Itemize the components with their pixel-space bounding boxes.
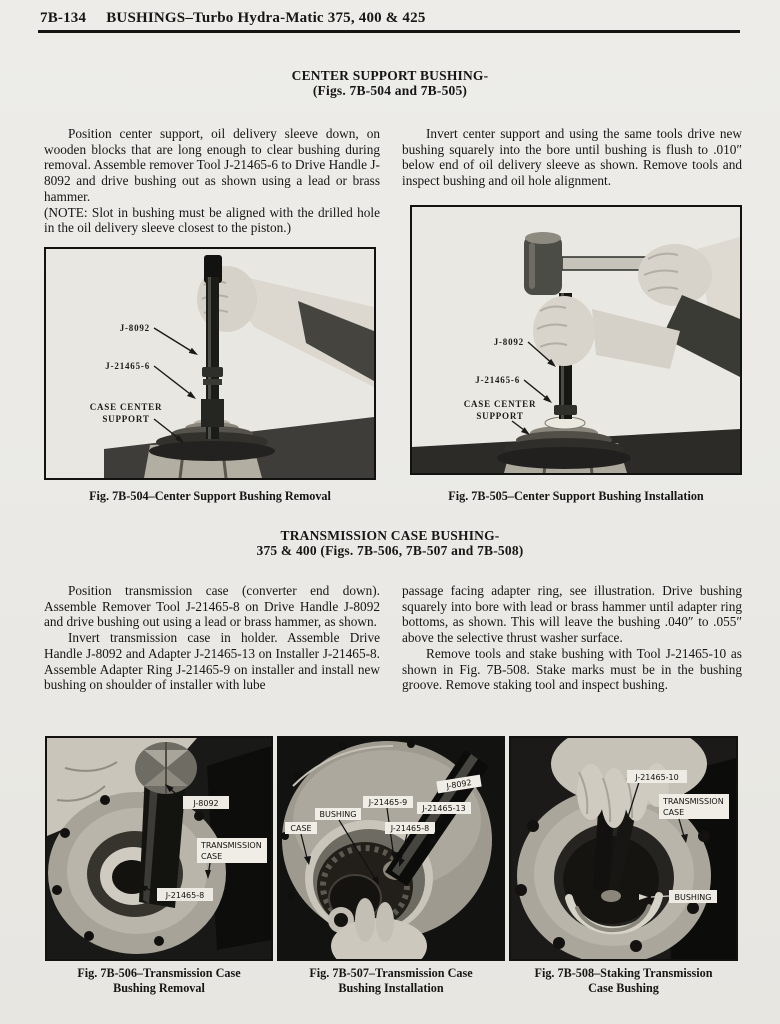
section1-right-column [402,126,742,189]
page-title: BUSHINGS–Turbo Hydra-Matic 375, 400 & 425 [106,10,426,26]
caption-line: Fig. 7B-506–Transmission Case [77,966,241,980]
page-number: 7B-134 [40,10,87,26]
section2-title: TRANSMISSION CASE BUSHING- [280,528,500,543]
section1-subtitle: (Figs. 7B-504 and 7B-505) [312,83,468,98]
section2-subtitle: 375 & 400 (Figs. 7B-506, 7B-507 and 7B-508) [256,543,524,558]
tool-label: J-8092 [119,323,150,333]
figure-7b-504 [44,247,376,480]
fig-7b-507-photo [279,738,503,959]
tool-label: J-21465-9 [368,798,408,807]
fig-7b-506-photo [47,738,271,959]
section1-heading [0,68,780,98]
caption-line: Fig. 7B-507–Transmission Case [309,966,473,980]
fig-7b-508-caption [509,966,738,995]
tool-label: J-21465-10 [635,773,679,782]
part-label: SUPPORT [102,414,150,424]
tool-label: J-21465-6 [475,375,520,385]
part-label: BUSHING [319,810,357,819]
tool-label: J-21465-8 [165,891,205,900]
fig-7b-505-photo [412,207,740,473]
fig-7b-505-caption: Fig. 7B-505–Center Support Bushing Installation [448,489,704,503]
caption-line: Bushing Removal [113,980,205,995]
section1-left-column [44,126,380,236]
part-label: CASE [663,808,685,817]
paragraph: Position transmission case (converter end down). Assemble Remover Tool J-21465-8 on Drive Handle J-8092 and drive bushing out using a lead or brass hammer, as shown. [44,583,380,630]
section2-right-column [402,583,742,693]
part-label: CASE CENTER [89,402,163,412]
fig-7b-506-caption [45,966,273,995]
figure-7b-507 [277,736,505,961]
tool-label: J-8092 [493,337,524,347]
figure-7b-505 [410,205,742,475]
figure-7b-508 [509,736,738,961]
part-label: SUPPORT [476,411,524,421]
part-label: TRANSMISSION [663,797,724,806]
paragraph: Remove tools and stake bushing with Tool J-21465-10 as shown in Fig. 7B-508. Stake marks must be in the bushing groove. Remove staking tool and inspect bushing. [402,645,742,693]
part-label: CASE CENTER [463,399,537,409]
tool-label: J-21465-6 [105,361,150,371]
fig-7b-508-photo [511,738,736,959]
caption-line: Case Bushing [588,980,659,995]
section2-heading [0,528,780,558]
running-head [40,10,744,27]
header-rule [38,30,740,33]
part-label: CASE [201,852,223,861]
section1-title: CENTER SUPPORT BUSHING- [291,68,489,83]
caption-line: Bushing Installation [338,980,444,995]
caption-line: Fig. 7B-508–Staking Transmission [534,966,713,980]
fig-7b-504-caption: Fig. 7B-504–Center Support Bushing Removal [89,489,331,503]
section2-left-column [44,583,380,693]
paragraph: Position center support, oil delivery sleeve down, on wooden blocks that are long enough to clear bushing during removal. Assemble remover Tool J-21465-6 to Drive Handle J-8092 and drive bushing out as shown using a lead or brass hammer. [44,126,380,204]
tool-label: J-8092 [193,799,219,808]
part-label: BUSHING [674,893,712,902]
tool-label: J-21465-13 [422,804,466,813]
paragraph: Invert transmission case in holder. Assemble Drive Handle J-8092 and Adapter J-21465-13 on Installer J-21465-8. Assemble Adapter Ring J-21465-9 on installer and install new bushing on shoulder of installer with lube [44,630,380,693]
tool-label: J-21465-8 [390,824,430,833]
part-label: TRANSMISSION [201,841,262,850]
fig-7b-504-photo [46,249,374,478]
tool-label: J-8092 [445,778,473,791]
note-paragraph: (NOTE: Slot in bushing must be aligned with the drilled hole in the oil delivery sleeve closest to the piston.) [44,204,380,236]
figure-7b-506 [45,736,273,961]
part-label: CASE [290,824,312,833]
paragraph: passage facing adapter ring, see illustration. Drive bushing squarely into bore with lead or brass hammer until adapter ring bottoms, as shown. This will leave the bushing .040″ to .055″ above the selective thrust washer surface. [402,583,742,646]
paragraph: Invert center support and using the same tools drive new bushing squarely into the bore until bushing is flush to .010″ below end of oil delivery sleeve as shown. Remove tools and inspect bushing and oil hole alignment. [402,126,742,189]
fig-7b-507-caption [277,966,505,995]
